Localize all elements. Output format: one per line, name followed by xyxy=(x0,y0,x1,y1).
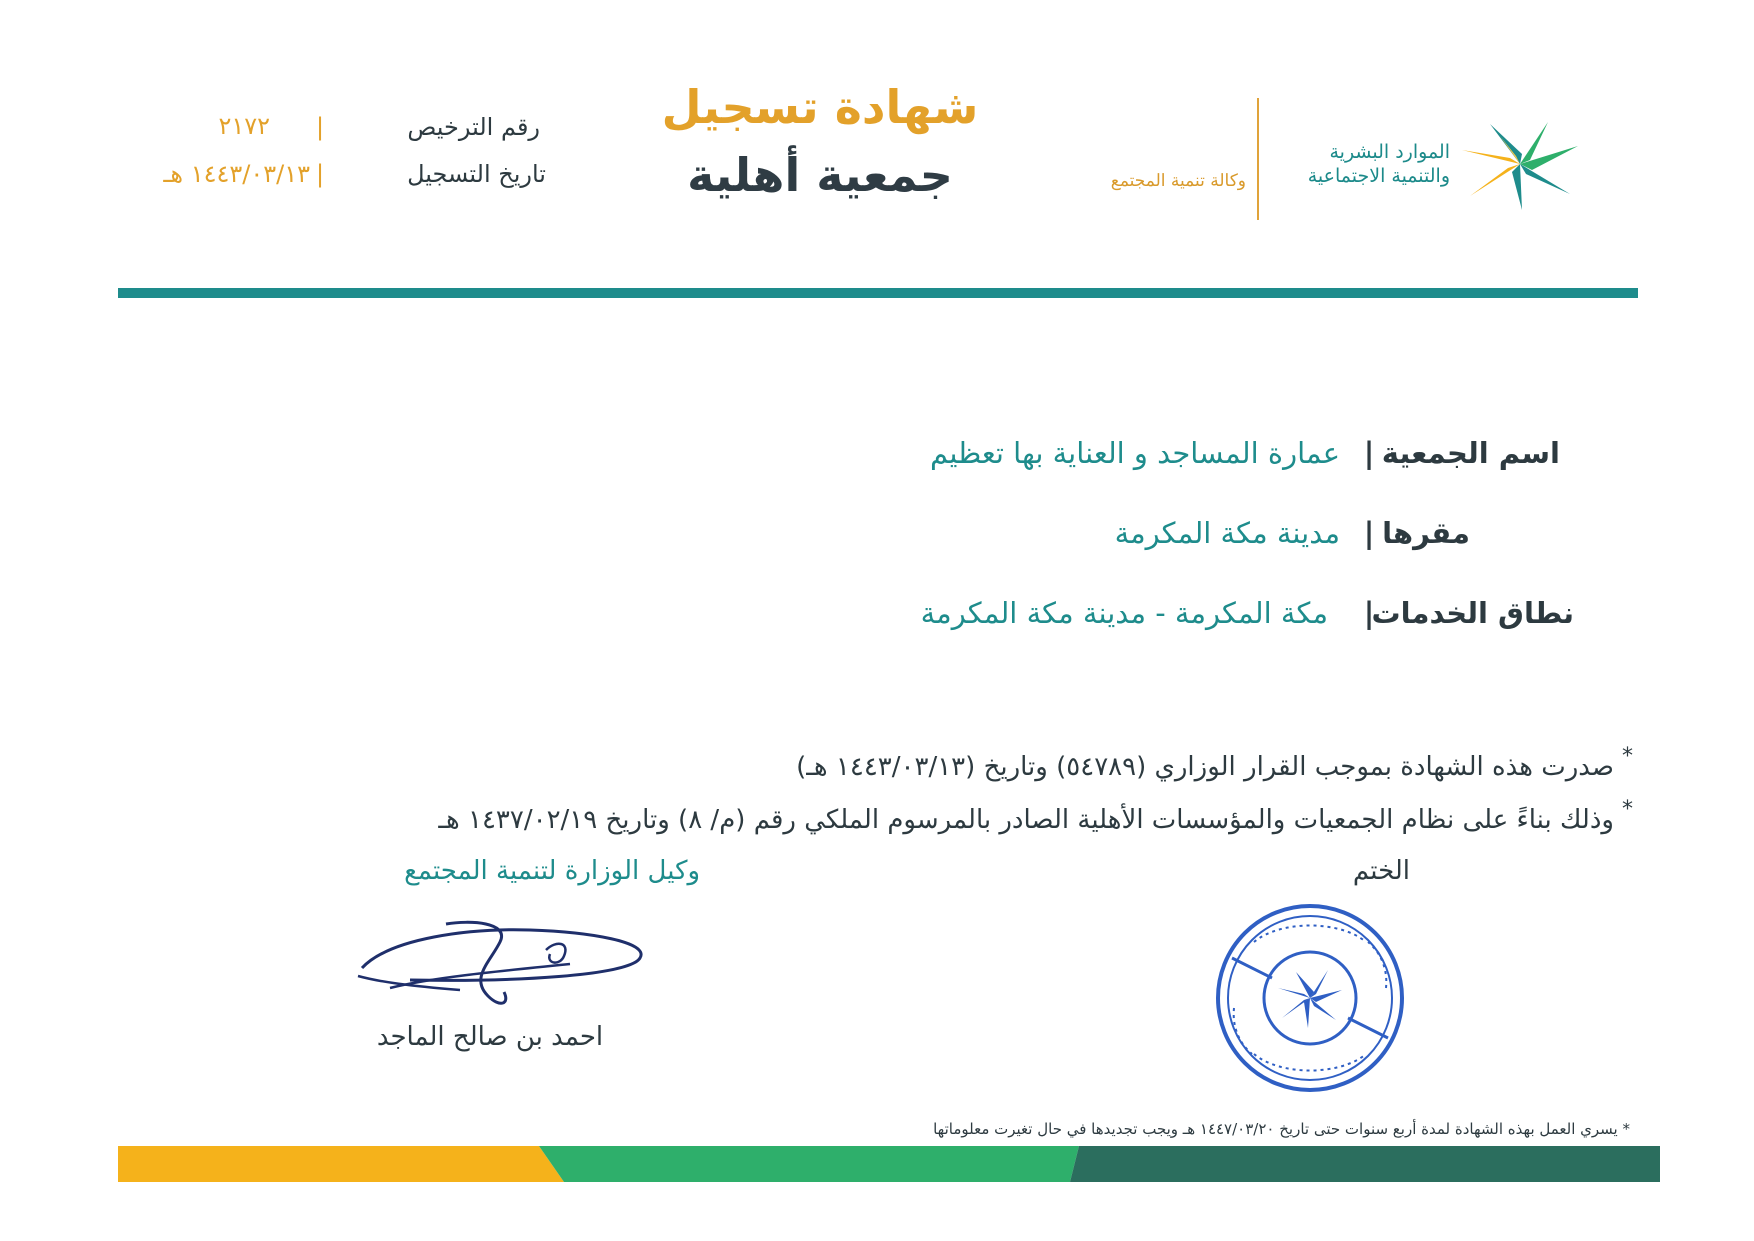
note2-star: * xyxy=(1622,797,1633,822)
license-number-value: ٢١٧٢ xyxy=(218,112,270,140)
decision-note: صدرت هذه الشهادة بموجب القرار الوزاري (٥٤٧٨٩) وتاريخ (١٤٤٣/٠٣/١٣ هـ) xyxy=(796,752,1614,782)
registration-date-label: تاريخ التسجيل xyxy=(407,160,546,188)
ministry-name-line2: والتنمية الاجتماعية xyxy=(1307,165,1450,187)
signer-name: احمد بن صالح الماجد xyxy=(376,1022,604,1052)
deputy-minister-title: وكيل الوزارة لتنمية المجتمع xyxy=(404,856,700,886)
registration-separator: | xyxy=(315,160,325,188)
ministry-logo-icon xyxy=(1460,116,1580,212)
headquarters-value: مدينة مكة المكرمة xyxy=(1114,516,1340,550)
ministry-name-line1: الموارد البشرية xyxy=(1329,141,1450,163)
service-scope-value: مكة المكرمة - مدينة مكة المكرمة xyxy=(920,596,1328,630)
handwritten-signature xyxy=(350,918,650,1018)
association-name-separator: | xyxy=(1363,436,1375,470)
association-name-value: عمارة المساجد و العناية بها تعظيم xyxy=(930,436,1340,470)
license-number-label: رقم الترخيص xyxy=(407,113,540,141)
note1-star: * xyxy=(1622,744,1633,769)
license-separator: | xyxy=(315,113,325,141)
seal-label: الختم xyxy=(1352,856,1410,886)
registration-date-value: ١٤٤٣/٠٣/١٣ هـ xyxy=(163,160,310,188)
header-rule xyxy=(118,288,1638,298)
official-stamp-icon xyxy=(1210,898,1410,1098)
footer-color-bar xyxy=(118,1146,1660,1182)
certificate-title: شهادة تسجيل xyxy=(661,80,979,134)
agency-name: وكالة تنمية المجتمع xyxy=(1110,171,1246,191)
service-scope-separator: | xyxy=(1363,596,1375,630)
certificate-subtitle: جمعية أهلية xyxy=(687,148,953,202)
headquarters-separator: | xyxy=(1363,516,1375,550)
legal-basis-note: وذلك بناءً على نظام الجمعيات والمؤسسات الأهلية الصادر بالمرسوم الملكي رقم (م/ ٨) وتاريخ ١٤٣٧/٠٢/١٩ هـ xyxy=(438,805,1614,835)
header-divider xyxy=(1257,98,1259,220)
headquarters-label: مقرها xyxy=(1382,516,1470,550)
association-name-label: اسم الجمعية xyxy=(1381,436,1560,470)
service-scope-label: نطاق الخدمات xyxy=(1371,596,1574,630)
validity-note: * يسري العمل بهذه الشهادة لمدة أربع سنوات حتى تاريخ ١٤٤٧/٠٣/٢٠ هـ ويجب تجديدها في حال تغيرت معلوماتها xyxy=(933,1120,1630,1138)
